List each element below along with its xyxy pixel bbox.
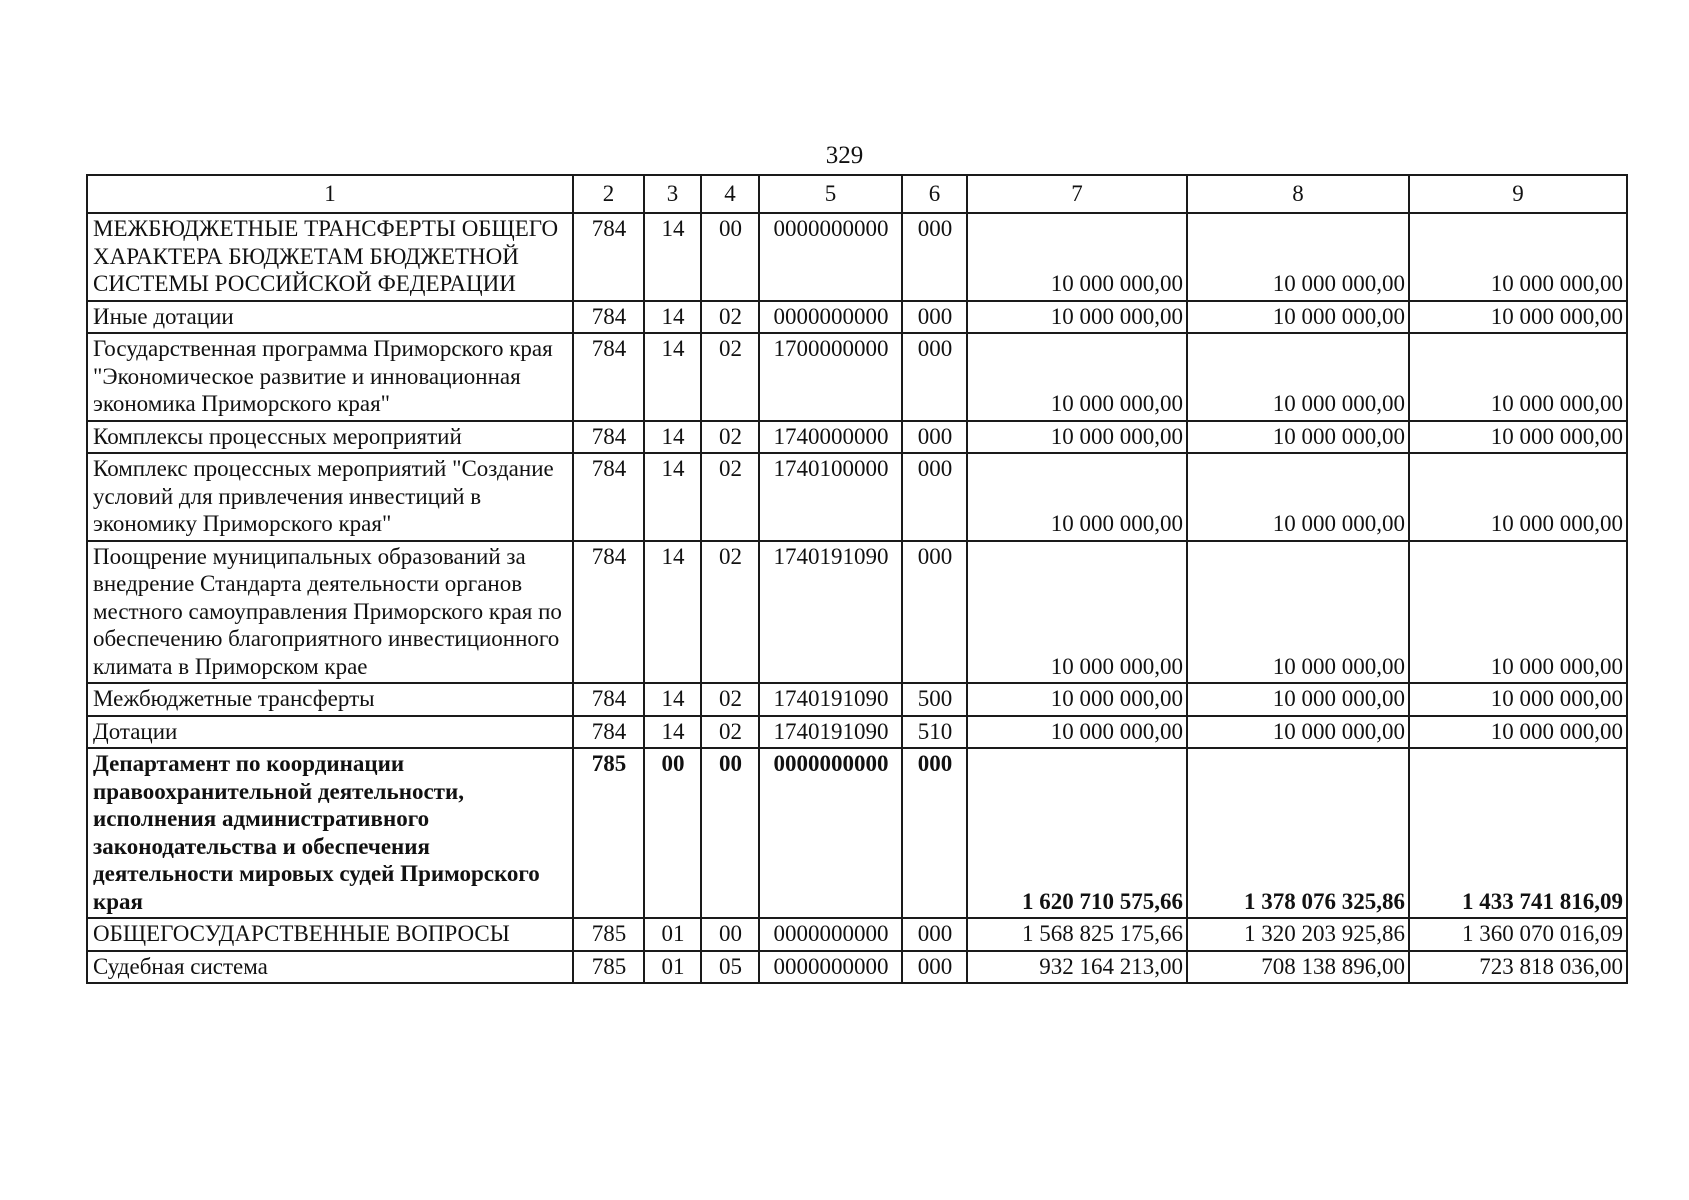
cell-code-4: 02 [701, 453, 759, 541]
cell-amount-8: 10 000 000,00 [1187, 333, 1409, 421]
cell-code-6: 000 [902, 918, 967, 951]
table-row [87, 301, 1627, 334]
cell-amount-8: 10 000 000,00 [1187, 453, 1409, 541]
cell-amount-7: 1 568 825 175,66 [967, 918, 1187, 951]
cell-amount-9: 1 433 741 816,09 [1409, 748, 1627, 918]
cell-code-2: 784 [573, 541, 644, 684]
cell-code-3: 14 [644, 421, 701, 454]
cell-code-5: 0000000000 [759, 951, 902, 984]
cell-code-5: 1700000000 [759, 333, 902, 421]
cell-amount-7: 10 000 000,00 [967, 716, 1187, 749]
cell-code-3: 01 [644, 951, 701, 984]
cell-amount-8: 10 000 000,00 [1187, 716, 1409, 749]
budget-table [86, 174, 1628, 984]
cell-code-6: 000 [902, 301, 967, 334]
cell-amount-7: 1 620 710 575,66 [967, 748, 1187, 918]
cell-code-3: 14 [644, 453, 701, 541]
cell-amount-9: 1 360 070 016,09 [1409, 918, 1627, 951]
cell-code-4: 02 [701, 541, 759, 684]
cell-amount-8: 10 000 000,00 [1187, 301, 1409, 334]
cell-code-5: 0000000000 [759, 918, 902, 951]
cell-code-2: 784 [573, 683, 644, 716]
table-header-row [87, 175, 1627, 213]
cell-code-4: 05 [701, 951, 759, 984]
cell-name: Судебная система [87, 951, 573, 984]
cell-amount-7: 10 000 000,00 [967, 683, 1187, 716]
cell-code-6: 000 [902, 453, 967, 541]
cell-code-3: 14 [644, 683, 701, 716]
cell-code-2: 784 [573, 421, 644, 454]
column-header: 9 [1409, 175, 1627, 213]
table-row [87, 748, 1627, 918]
table-row [87, 333, 1627, 421]
cell-amount-8: 10 000 000,00 [1187, 683, 1409, 716]
column-header: 7 [967, 175, 1187, 213]
cell-code-3: 00 [644, 748, 701, 918]
table-row [87, 951, 1627, 984]
cell-name: Комплексы процессных мероприятий [87, 421, 573, 454]
cell-name: Дотации [87, 716, 573, 749]
cell-code-2: 784 [573, 213, 644, 301]
cell-code-4: 02 [701, 421, 759, 454]
cell-code-5: 0000000000 [759, 748, 902, 918]
table-row [87, 213, 1627, 301]
cell-code-6: 510 [902, 716, 967, 749]
cell-code-4: 02 [701, 333, 759, 421]
column-header: 8 [1187, 175, 1409, 213]
cell-code-5: 1740100000 [759, 453, 902, 541]
cell-amount-9: 10 000 000,00 [1409, 683, 1627, 716]
cell-amount-7: 10 000 000,00 [967, 213, 1187, 301]
cell-code-2: 784 [573, 333, 644, 421]
cell-code-5: 1740191090 [759, 683, 902, 716]
cell-amount-7: 10 000 000,00 [967, 421, 1187, 454]
cell-code-4: 00 [701, 748, 759, 918]
cell-amount-9: 10 000 000,00 [1409, 213, 1627, 301]
cell-code-3: 14 [644, 716, 701, 749]
cell-code-5: 1740191090 [759, 716, 902, 749]
cell-amount-9: 10 000 000,00 [1409, 301, 1627, 334]
cell-amount-9: 10 000 000,00 [1409, 421, 1627, 454]
cell-code-4: 02 [701, 716, 759, 749]
cell-code-2: 784 [573, 301, 644, 334]
cell-name: МЕЖБЮДЖЕТНЫЕ ТРАНСФЕРТЫ ОБЩЕГО ХАРАКТЕРА БЮДЖЕТАМ БЮДЖЕТНОЙ СИСТЕМЫ РОССИЙСКОЙ ФЕДЕРАЦИИ [87, 213, 573, 301]
cell-code-2: 784 [573, 716, 644, 749]
cell-code-3: 01 [644, 918, 701, 951]
cell-code-4: 00 [701, 213, 759, 301]
cell-code-2: 784 [573, 453, 644, 541]
cell-name: ОБЩЕГОСУДАРСТВЕННЫЕ ВОПРОСЫ [87, 918, 573, 951]
cell-name: Межбюджетные трансферты [87, 683, 573, 716]
cell-amount-7: 10 000 000,00 [967, 301, 1187, 334]
column-header: 6 [902, 175, 967, 213]
cell-amount-7: 932 164 213,00 [967, 951, 1187, 984]
table-row [87, 453, 1627, 541]
cell-code-4: 02 [701, 301, 759, 334]
cell-amount-9: 10 000 000,00 [1409, 333, 1627, 421]
cell-code-2: 785 [573, 951, 644, 984]
table-row [87, 541, 1627, 684]
page-number: 329 [825, 142, 864, 169]
cell-code-6: 000 [902, 951, 967, 984]
cell-code-6: 000 [902, 213, 967, 301]
cell-amount-9: 10 000 000,00 [1409, 716, 1627, 749]
cell-name: Комплекс процессных мероприятий "Создание условий для привлечения инвестиций в экономику Приморского края" [87, 453, 573, 541]
cell-amount-8: 708 138 896,00 [1187, 951, 1409, 984]
cell-amount-7: 10 000 000,00 [967, 541, 1187, 684]
table-row [87, 918, 1627, 951]
cell-amount-8: 1 320 203 925,86 [1187, 918, 1409, 951]
cell-code-3: 14 [644, 301, 701, 334]
cell-amount-9: 723 818 036,00 [1409, 951, 1627, 984]
table-row [87, 716, 1627, 749]
cell-amount-9: 10 000 000,00 [1409, 541, 1627, 684]
cell-code-6: 000 [902, 748, 967, 918]
cell-amount-8: 1 378 076 325,86 [1187, 748, 1409, 918]
column-header: 1 [87, 175, 573, 213]
cell-amount-8: 10 000 000,00 [1187, 541, 1409, 684]
cell-name: Поощрение муниципальных образований за внедрение Стандарта деятельности органов местного самоуправления Приморского края по обеспечению благоприятного инвестиционного климата в Приморском крае [87, 541, 573, 684]
cell-code-5: 0000000000 [759, 213, 902, 301]
cell-code-6: 500 [902, 683, 967, 716]
cell-code-3: 14 [644, 541, 701, 684]
cell-code-6: 000 [902, 421, 967, 454]
column-header: 2 [573, 175, 644, 213]
cell-code-3: 14 [644, 333, 701, 421]
cell-amount-8: 10 000 000,00 [1187, 421, 1409, 454]
cell-amount-9: 10 000 000,00 [1409, 453, 1627, 541]
cell-name: Иные дотации [87, 301, 573, 334]
cell-code-5: 0000000000 [759, 301, 902, 334]
cell-code-4: 02 [701, 683, 759, 716]
cell-code-6: 000 [902, 333, 967, 421]
cell-code-2: 785 [573, 748, 644, 918]
cell-amount-7: 10 000 000,00 [967, 333, 1187, 421]
column-header: 4 [701, 175, 759, 213]
table-row [87, 683, 1627, 716]
cell-code-2: 785 [573, 918, 644, 951]
cell-name: Государственная программа Приморского края "Экономическое развитие и инновационная экономика Приморского края" [87, 333, 573, 421]
cell-code-5: 1740191090 [759, 541, 902, 684]
cell-amount-7: 10 000 000,00 [967, 453, 1187, 541]
column-header: 5 [759, 175, 902, 213]
column-header: 3 [644, 175, 701, 213]
cell-name: Департамент по координации правоохранительной деятельности, исполнения административного законодательства и обеспечения деятельности мировых судей Приморского края [87, 748, 573, 918]
cell-code-3: 14 [644, 213, 701, 301]
cell-amount-8: 10 000 000,00 [1187, 213, 1409, 301]
cell-code-5: 1740000000 [759, 421, 902, 454]
cell-code-6: 000 [902, 541, 967, 684]
cell-code-4: 00 [701, 918, 759, 951]
table-row [87, 421, 1627, 454]
